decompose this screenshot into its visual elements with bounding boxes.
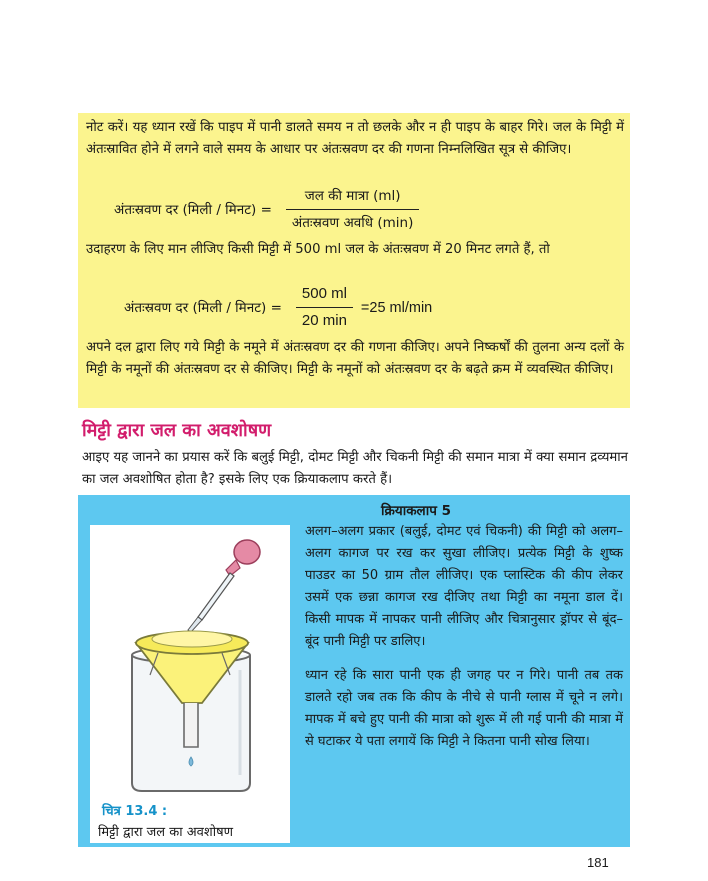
example-numerator: 500 ml [301, 285, 347, 302]
dropper-icon [188, 540, 260, 632]
page-number: 181 [587, 855, 609, 870]
example-lhs: अंतःस्रवण दर (मिली / मिनट) = [124, 299, 282, 316]
formula-fraction [286, 185, 419, 234]
section-heading: मिट्टी द्वारा जल का अवशोषण [82, 420, 272, 441]
figure-card [90, 525, 290, 843]
note-paragraph-2: उदाहरण के लिए मान लीजिए किसी मिट्टी में 500 ml जल के अंतःस्रवण में 20 मिनट लगते हैं, तो [86, 242, 550, 257]
figure-caption: मिट्टी द्वारा जल का अवशोषण [98, 825, 234, 840]
formula-lhs: अंतःस्रवण दर (मिली / मिनट) = [114, 201, 272, 218]
note-box [78, 113, 630, 408]
figure-number: चित्र 13.4 : [102, 804, 168, 819]
example-denominator: 20 min [301, 312, 347, 330]
note-paragraph-1: नोट करें। यह ध्यान रखें कि पाइप में पानी डालते समय न तो छलके और न ही पाइप के बाहर गिरे। जल के मिट्टी में अंतःस्रावित होने में लगने वाले समय के आधार पर अंतःस्रवण दर की गणना निम्नलिखित सूत्र से कीजिए। [86, 120, 624, 157]
example-fraction [296, 283, 353, 332]
funnel-dropper-illustration [90, 525, 290, 795]
activity-text [305, 521, 623, 753]
activity-title: क्रियाकलाप 5 [381, 503, 451, 519]
intro-paragraph: आइए यह जानने का प्रयास करें कि बलुई मिट्टी, दोमट मिट्टी और चिकनी मिट्टी की समान मात्रा में क्या समान द्रव्यमान का जल अवशोषित होता है? इसके लिए एक क्रियाकलाप करते हैं। [82, 450, 628, 487]
activity-paragraph-1: अलग–अलग प्रकार (बलुई, दोमट एवं चिकनी) की मिट्टी को अलग–अलग कागज पर रख कर सुखा लीजिए। प्रत्येक मिट्टी के शुष्क पाउडर का 50 ग्राम तौल लीजिए। एक प्लास्टिक की कीप लेकर उसमें एक छन्ना कागज रख दीजिए तथा मिट्टी का नमूना डाल दें। किसी मापक में नापकर पानी लीजिए और चित्रानुसार ड्रॉपर से बूंद–बूंद पानी मिट्टी पर डालिए। [305, 524, 623, 649]
section-intro [82, 447, 628, 491]
formula-numerator: जल की मात्रा (ml) [304, 188, 401, 204]
example-formula [124, 283, 432, 332]
activity-paragraph-2: ध्यान रहे कि सारा पानी एक ही जगह पर न गिरे। पानी तब तक डालते रहो जब तक कि कीप के नीचे से पानी ग्लास में चूने न लगे। मापक में बचे हुए पानी की मात्रा को शुरू में ली गई पानी की मात्रा में से घटाकर ये पता लगायें कि मिट्टी ने कितना पानी सोख लिया। [305, 668, 623, 749]
infiltration-formula [114, 185, 419, 234]
formula-denominator: अंतःस्रवण अवधि (min) [291, 215, 414, 232]
activity-box [78, 495, 630, 847]
example-result: =25 ml/min [360, 299, 433, 316]
note-paragraph-3: अपने दल द्वारा लिए गये मिट्टी के नमूने में अंतःस्रवण दर की गणना कीजिए। अपने निष्कर्षों की तुलना अन्य दलों के मिट्टी के नमूनों की अंतःस्रवण दर से कीजिए। मिट्टी के नमूनों को अंतःस्रवण दर के बढ़ते क्रम में व्यवस्थित कीजिए। [86, 340, 624, 377]
